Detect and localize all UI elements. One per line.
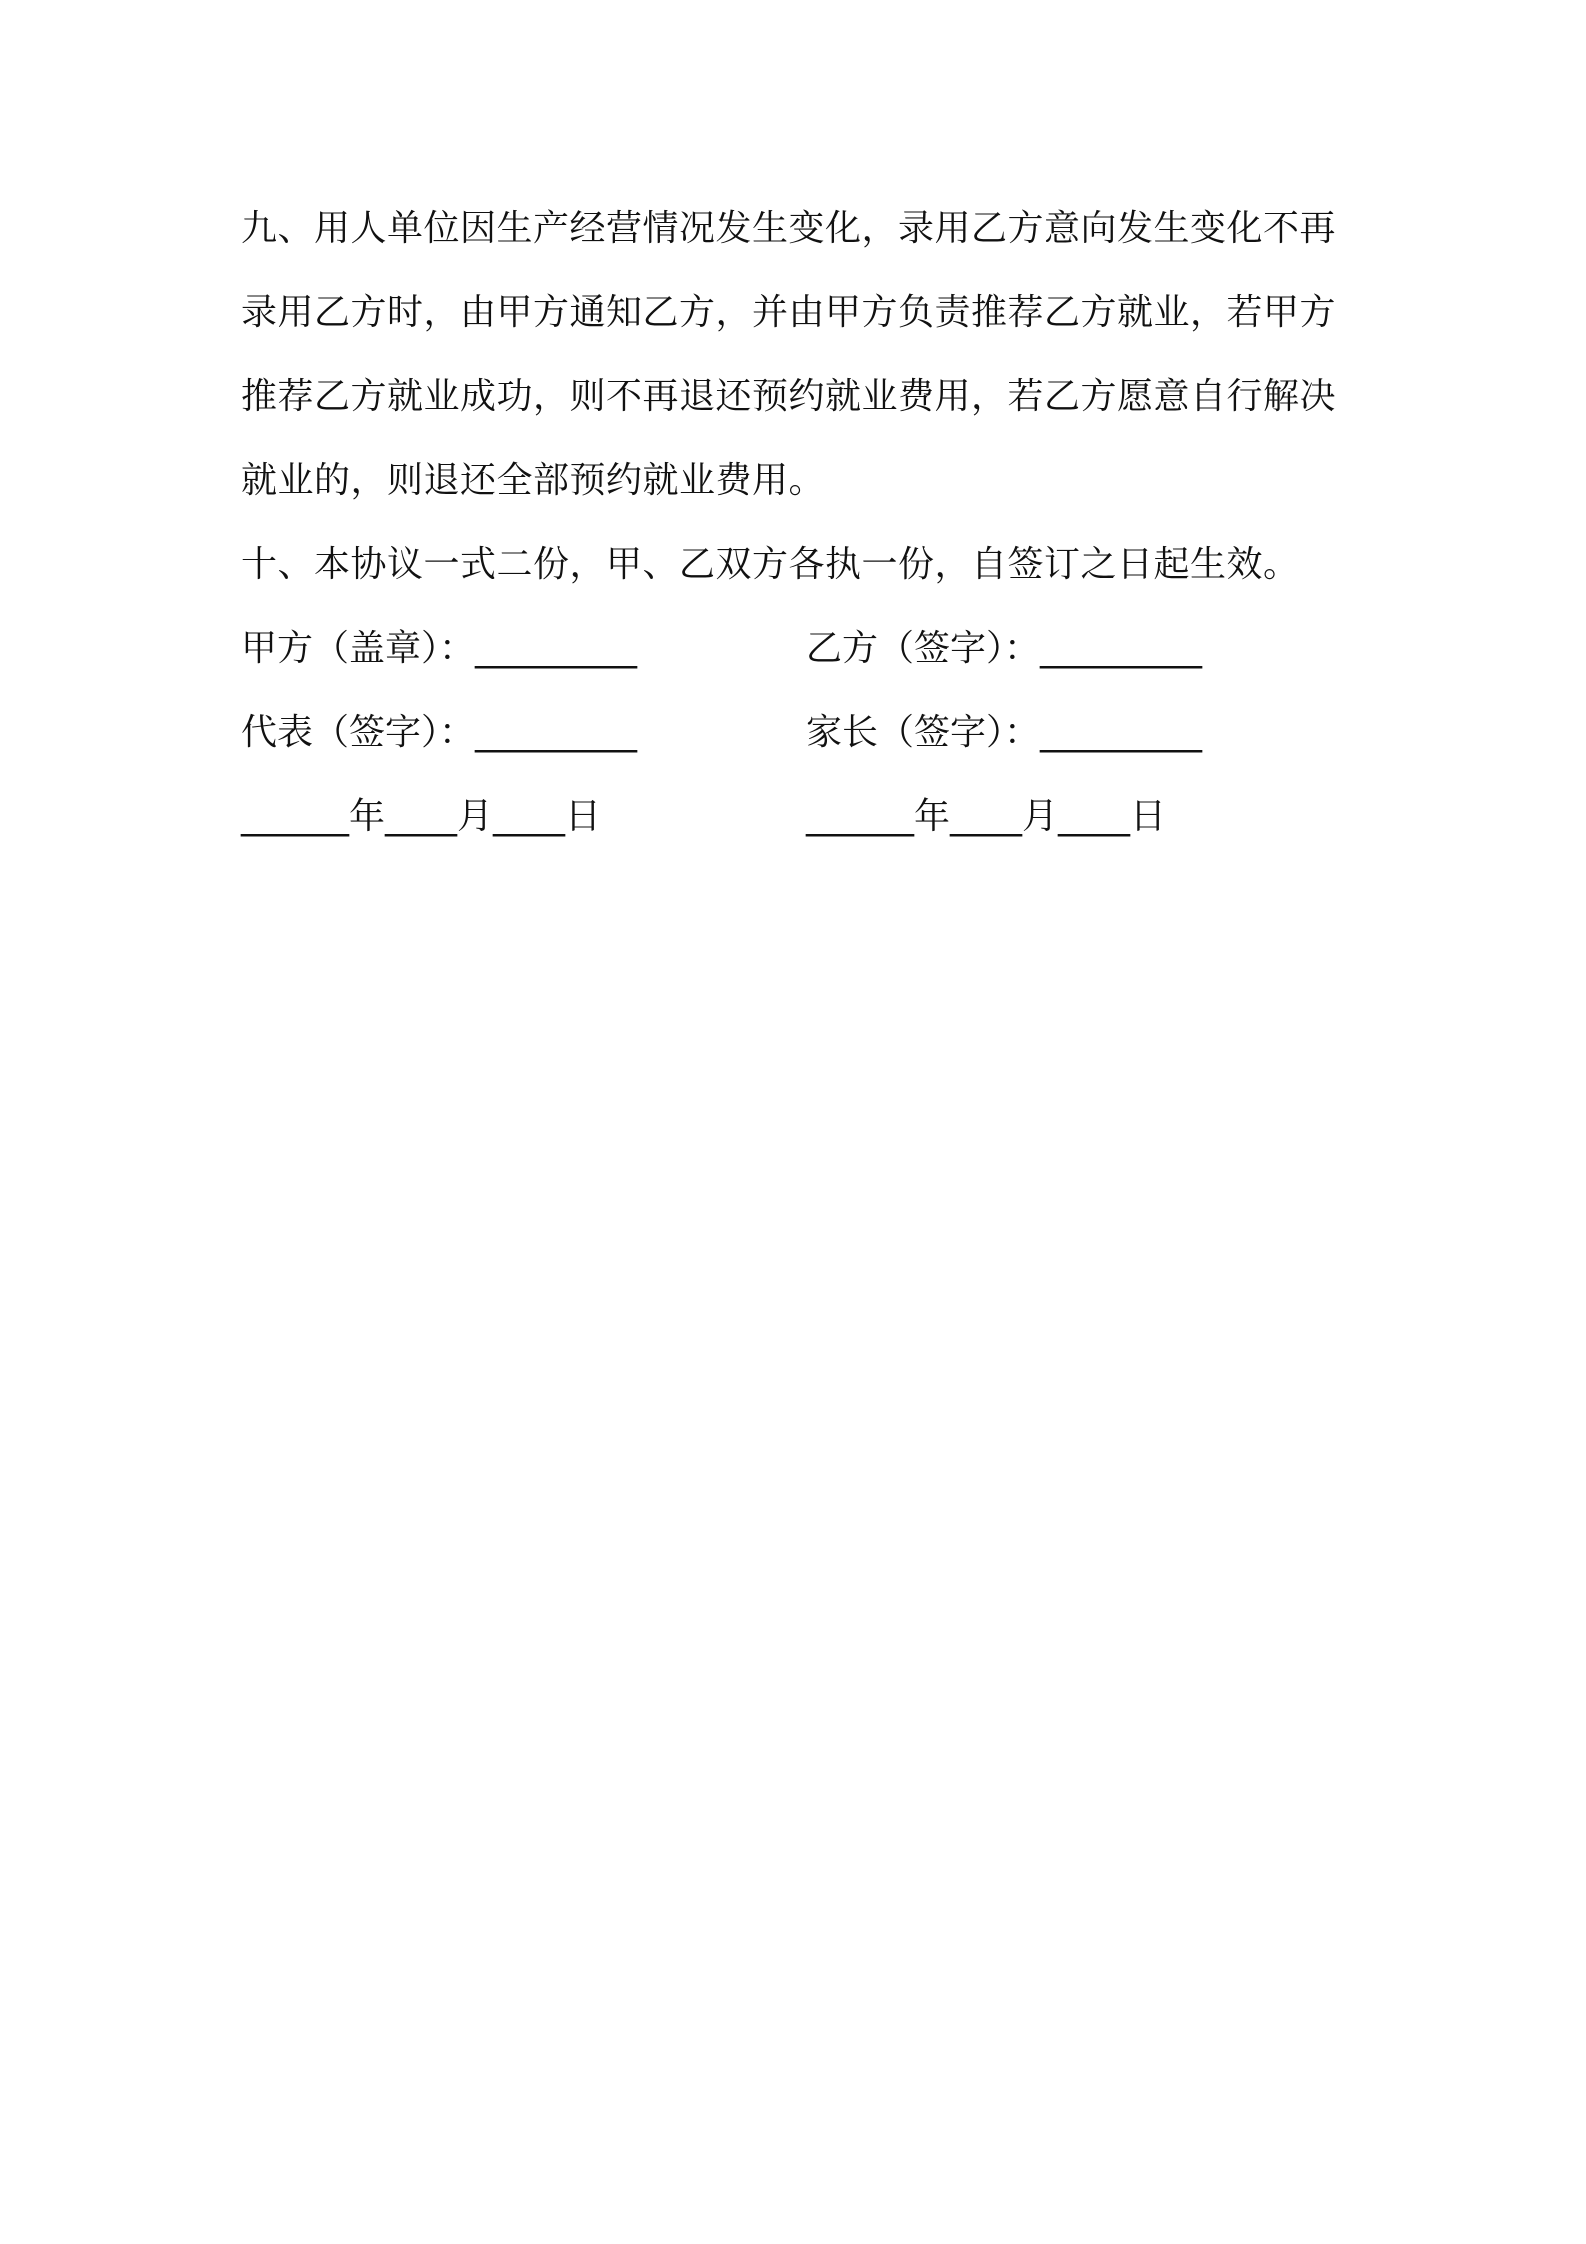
party-a-seal-field: 甲方（盖章）：_________ xyxy=(241,628,638,669)
date-field-right: ______年____月____日 xyxy=(806,796,1166,837)
clause-nine-line: 九、用人单位因生产经营情况发生变化，录用乙方意向发生变化不再 xyxy=(241,208,1337,249)
signature-row-parties xyxy=(241,607,1361,691)
parent-signature-field: 家长（签字）：_________ xyxy=(806,712,1203,753)
clause-ten-line: 十、本协议一式二份，甲、乙双方各执一份，自签订之日起生效。 xyxy=(241,544,1300,585)
date-field-left: ______年____月____日 xyxy=(241,796,601,837)
clause-nine-line: 就业的，则退还全部预约就业费用。 xyxy=(241,460,826,501)
representative-signature-field: 代表（签字）：_________ xyxy=(241,712,638,753)
clause-nine xyxy=(241,187,1361,523)
clause-ten xyxy=(241,523,1361,607)
party-b-signature-field: 乙方（签字）：_________ xyxy=(806,628,1203,669)
signature-row-representatives xyxy=(241,691,1361,775)
clause-nine-line: 推荐乙方就业成功，则不再退还预约就业费用，若乙方愿意自行解决 xyxy=(241,376,1337,417)
clause-nine-line: 录用乙方时，由甲方通知乙方，并由甲方负责推荐乙方就业，若甲方 xyxy=(241,292,1337,333)
signature-row-dates xyxy=(241,775,1361,859)
